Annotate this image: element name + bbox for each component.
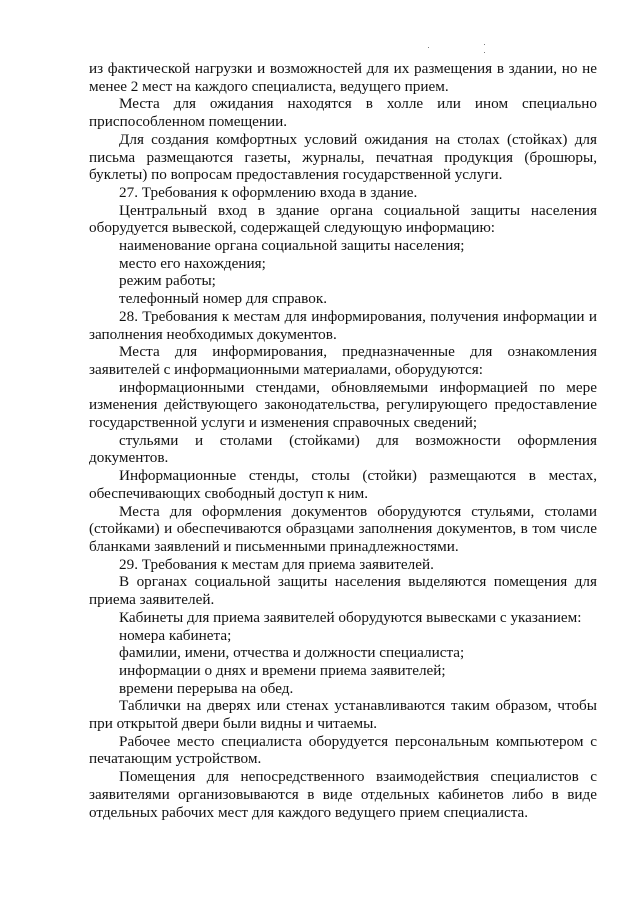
paragraph-continuation: из фактической нагрузки и возможностей для их размещения в здании, но не менее 2 мест на каждого специалиста, ведущего прием. (89, 60, 597, 95)
paragraph-comfortable-conditions: Для создания комфортных условий ожидания на столах (стойках) для письма размещаются газеты, журналы, печатная продукция (брошюры, буклеты) по вопросам предоставления государственной услуги. (89, 130, 597, 184)
list-item-agency-name: наименование органа социальной защиты населения; (119, 237, 465, 255)
document-body (89, 60, 597, 821)
paragraph-info-places: Места для информирования, предназначенные для ознакомления заявителей с информационными материалами, оборудуются: (89, 343, 597, 378)
list-item-phone: телефонный номер для справок. (119, 290, 328, 308)
scan-speck (484, 52, 485, 53)
scan-speck (428, 47, 429, 48)
paragraph-reception-rooms: В органах социальной защиты населения выделяются помещения для приема заявителей. (89, 573, 597, 609)
paragraph-room-signs: Кабинеты для приема заявителей оборудуются вывесками с указанием: (119, 608, 582, 626)
paragraph-document-places: Места для оформления документов оборудуются стульями, столами (стойками) и обеспечиваются образцами заполнения документов, в том числе бланками заявлений и письменными принадлежностями. (89, 502, 597, 555)
list-item-room-number: номера кабинета; (119, 626, 232, 644)
paragraph-workplace: Рабочее место специалиста оборудуется персональным компьютером с печатающим устройством. (89, 732, 597, 768)
section-heading-27: 27. Требования к оформлению входа в здание. (119, 183, 418, 201)
list-item-lunch-break: времени перерыва на обед. (119, 679, 294, 697)
paragraph-door-signs: Таблички на дверях или стенах устанавливаются таким образом, чтобы при открытой двери были видны и читаемы. (89, 697, 597, 733)
paragraph-stands-placement: Информационные стенды, столы (стойки) размещаются в местах, обеспечивающих свободный доступ к ним. (89, 467, 597, 502)
list-item-location: место его нахождения; (119, 254, 266, 272)
list-item-reception-days: информации о днях и времени приема заявителей; (119, 661, 446, 679)
list-item-specialist-name: фамилии, имени, отчества и должности специалиста; (119, 644, 465, 662)
paragraph-waiting-places: Места для ожидания находятся в холле или ином специально приспособленном помещении. (89, 95, 597, 131)
section-heading-29: 29. Требования к местам для приема заявителей. (119, 555, 434, 573)
paragraph-interaction-rooms: Помещения для непосредственного взаимодействия специалистов с заявителями организовываются в виде отдельных кабинетов либо в виде отдельных рабочих мест для каждого ведущего прием специалиста. (89, 768, 597, 821)
list-item-info-stands: информационными стендами, обновляемыми информацией по мере изменения действующего законодательства, регулирующего предоставление государственной услуги и изменения справочных сведений; (89, 378, 597, 432)
list-item-chairs-tables: стульями и столами (стойками) для возможности оформления документов. (89, 431, 597, 467)
section-heading-28: 28. Требования к местам для информирования, получения информации и заполнения необходимых документов. (89, 307, 597, 343)
paragraph-central-entrance: Центральный вход в здание органа социальной защиты населения оборудуется вывеской, содержащей следующую информацию: (89, 201, 597, 237)
list-item-working-hours: режим работы; (119, 272, 216, 290)
scan-speck (484, 44, 485, 45)
